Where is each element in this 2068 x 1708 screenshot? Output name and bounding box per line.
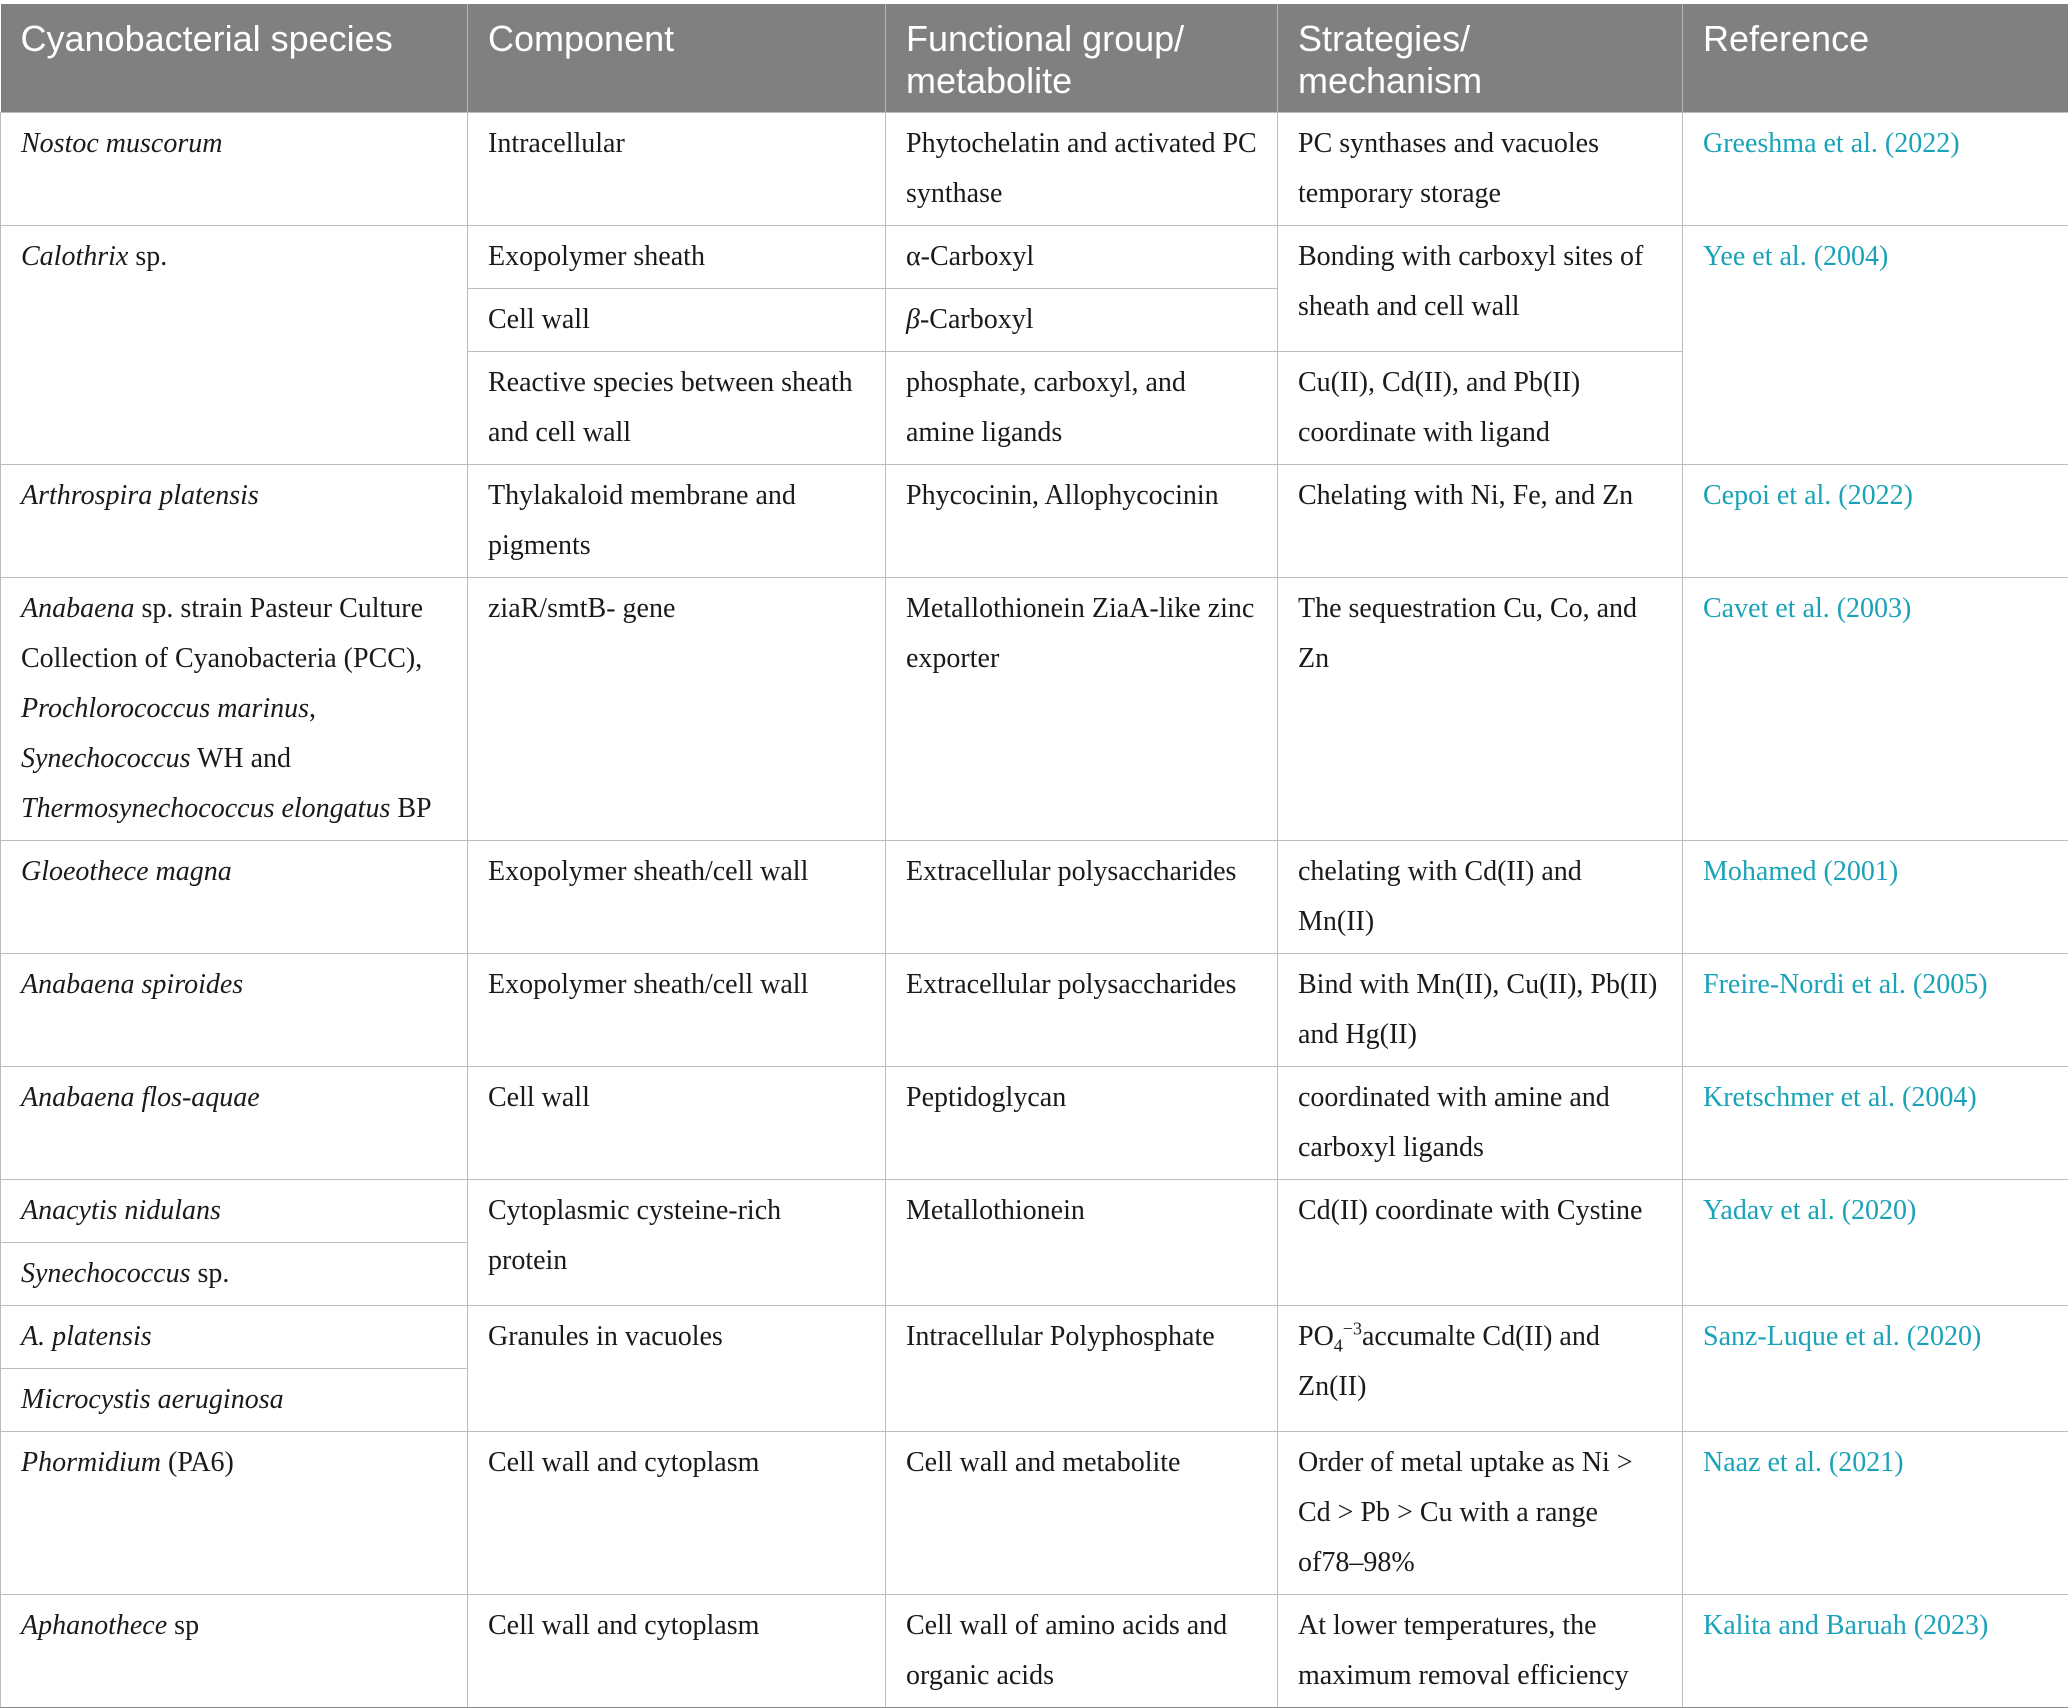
strategies-cell: Bind with Mn(II), Cu(II), Pb(II) and Hg(II) — [1278, 954, 1683, 1067]
species-name: Synechococcus — [21, 1258, 190, 1289]
species-name: Phormidium — [21, 1447, 161, 1478]
strategies-cell: Chelating with Ni, Fe, and Zn — [1278, 465, 1683, 578]
header-strategies: Strategies/ mechanism — [1278, 4, 1683, 113]
header-functional-group: Functional group/ metabolite — [886, 4, 1278, 113]
table-body — [1, 113, 2068, 1708]
reference-link[interactable]: Cavet et al. (2003) — [1683, 578, 2068, 841]
strategies-cell: Bonding with carboxyl sites of sheath and cell wall — [1278, 226, 1683, 352]
species-cell: Anabaena spiroides — [1, 954, 468, 1067]
table-row — [1, 465, 2068, 578]
species-suffix: (PA6) — [161, 1447, 234, 1478]
beta-symbol: β — [906, 304, 920, 335]
functional-cell: α-Carboxyl — [886, 226, 1278, 289]
species-cell — [1, 1432, 468, 1595]
functional-cell: Cell wall of amino acids and organic acids — [886, 1595, 1278, 1708]
table-row — [1, 1432, 2068, 1595]
component-cell: Cell wall and cytoplasm — [468, 1432, 886, 1595]
reference-link[interactable]: Yadav et al. (2020) — [1683, 1180, 2068, 1306]
component-cell: Reactive species between sheath and cell wall — [468, 352, 886, 465]
strategies-cell — [1278, 1306, 1683, 1432]
functional-cell: Peptidoglycan — [886, 1067, 1278, 1180]
phosphate-subscript: 4 — [1334, 1336, 1343, 1356]
table-row — [1, 113, 2068, 226]
species-suffix: WH and — [190, 743, 291, 774]
strategies-cell: coordinated with amine and carboxyl ligands — [1278, 1067, 1683, 1180]
component-cell: ziaR/smtB- gene — [468, 578, 886, 841]
species-cell — [1, 1243, 468, 1306]
functional-cell: Phytochelatin and activated PC synthase — [886, 113, 1278, 226]
reference-link[interactable]: Kretschmer et al. (2004) — [1683, 1067, 2068, 1180]
reference-link[interactable]: Cepoi et al. (2022) — [1683, 465, 2068, 578]
functional-cell — [886, 289, 1278, 352]
strategies-text: accumalte Cd(II) and Zn(II) — [1298, 1321, 1600, 1402]
component-cell: Exopolymer sheath/cell wall — [468, 954, 886, 1067]
species-suffix: , — [309, 693, 316, 724]
species-cell: Arthrospira platensis — [1, 465, 468, 578]
strategies-cell: At lower temperatures, the maximum removal efficiency — [1278, 1595, 1683, 1708]
table-row — [1, 841, 2068, 954]
component-cell: Granules in vacuoles — [468, 1306, 886, 1432]
component-cell: Exopolymer sheath — [468, 226, 886, 289]
table-row — [1, 578, 2068, 841]
reference-link[interactable]: Sanz-Luque et al. (2020) — [1683, 1306, 2068, 1432]
species-suffix: sp. — [128, 241, 167, 272]
strategies-cell: chelating with Cd(II) and Mn(II) — [1278, 841, 1683, 954]
strategies-cell: The sequestration Cu, Co, and Zn — [1278, 578, 1683, 841]
species-name: Aphanothece — [21, 1610, 167, 1641]
table-row — [1, 226, 2068, 289]
species-cell: Gloeothece magna — [1, 841, 468, 954]
species-name: Thermosynechococcus elongatus — [21, 793, 390, 824]
species-suffix: sp. — [190, 1258, 229, 1289]
header-row — [1, 4, 2068, 113]
species-cell — [1, 578, 468, 841]
species-name: Anabaena — [21, 593, 135, 624]
component-cell: Cell wall — [468, 289, 886, 352]
header-component: Component — [468, 4, 886, 113]
species-suffix: sp — [167, 1610, 199, 1641]
reference-link[interactable]: Kalita and Baruah (2023) — [1683, 1595, 2068, 1708]
reference-link[interactable]: Greeshma et al. (2022) — [1683, 113, 2068, 226]
functional-text: -Carboxyl — [920, 304, 1034, 335]
table-header — [1, 4, 2068, 113]
phosphate-formula: PO — [1298, 1321, 1334, 1352]
functional-cell: Metallothionein — [886, 1180, 1278, 1306]
header-reference: Reference — [1683, 4, 2068, 113]
component-cell: Thylakaloid membrane and pigments — [468, 465, 886, 578]
functional-cell: phosphate, carboxyl, and amine ligands — [886, 352, 1278, 465]
species-suffix: BP — [390, 793, 431, 824]
species-cell: A. platensis — [1, 1306, 468, 1369]
cyanobacteria-metal-table — [0, 4, 2068, 1708]
strategies-cell: Cd(II) coordinate with Cystine — [1278, 1180, 1683, 1306]
species-cell: Anabaena flos-aquae — [1, 1067, 468, 1180]
species-cell — [1, 1595, 468, 1708]
species-name: Synechococcus — [21, 743, 190, 774]
species-name: Prochlorococcus marinus — [21, 693, 309, 724]
species-name: Calothrix — [21, 241, 128, 272]
component-cell: Intracellular — [468, 113, 886, 226]
strategies-cell: PC synthases and vacuoles temporary storage — [1278, 113, 1683, 226]
reference-link[interactable]: Mohamed (2001) — [1683, 841, 2068, 954]
functional-cell: Intracellular Polyphosphate — [886, 1306, 1278, 1432]
table-row — [1, 1595, 2068, 1708]
functional-cell: Extracellular polysaccharides — [886, 841, 1278, 954]
strategies-cell: Order of metal uptake as Ni > Cd > Pb > Cu with a range of78–98% — [1278, 1432, 1683, 1595]
table-row — [1, 1067, 2068, 1180]
table-row — [1, 1180, 2068, 1243]
species-cell: Anacytis nidulans — [1, 1180, 468, 1243]
species-cell: Microcystis aeruginosa — [1, 1369, 468, 1432]
table-row — [1, 954, 2068, 1067]
component-cell: Cytoplasmic cysteine-rich protein — [468, 1180, 886, 1306]
reference-link[interactable]: Yee et al. (2004) — [1683, 226, 2068, 465]
strategies-cell: Cu(II), Cd(II), and Pb(II) coordinate with ligand — [1278, 352, 1683, 465]
phosphate-charge: −3 — [1343, 1319, 1362, 1339]
species-cell: Nostoc muscorum — [1, 113, 468, 226]
functional-cell: Metallothionein ZiaA-like zinc exporter — [886, 578, 1278, 841]
header-species: Cyanobacterial species — [1, 4, 468, 113]
table-row — [1, 1306, 2068, 1369]
component-cell: Cell wall and cytoplasm — [468, 1595, 886, 1708]
species-suffix: sp. strain Pasteur Culture Collection of Cyanobacteria (PCC), — [21, 593, 423, 674]
reference-link[interactable]: Naaz et al. (2021) — [1683, 1432, 2068, 1595]
species-cell — [1, 226, 468, 465]
functional-cell: Phycocinin, Allophycocinin — [886, 465, 1278, 578]
functional-cell: Cell wall and metabolite — [886, 1432, 1278, 1595]
component-cell: Exopolymer sheath/cell wall — [468, 841, 886, 954]
reference-link[interactable]: Freire-Nordi et al. (2005) — [1683, 954, 2068, 1067]
functional-cell: Extracellular polysaccharides — [886, 954, 1278, 1067]
component-cell: Cell wall — [468, 1067, 886, 1180]
